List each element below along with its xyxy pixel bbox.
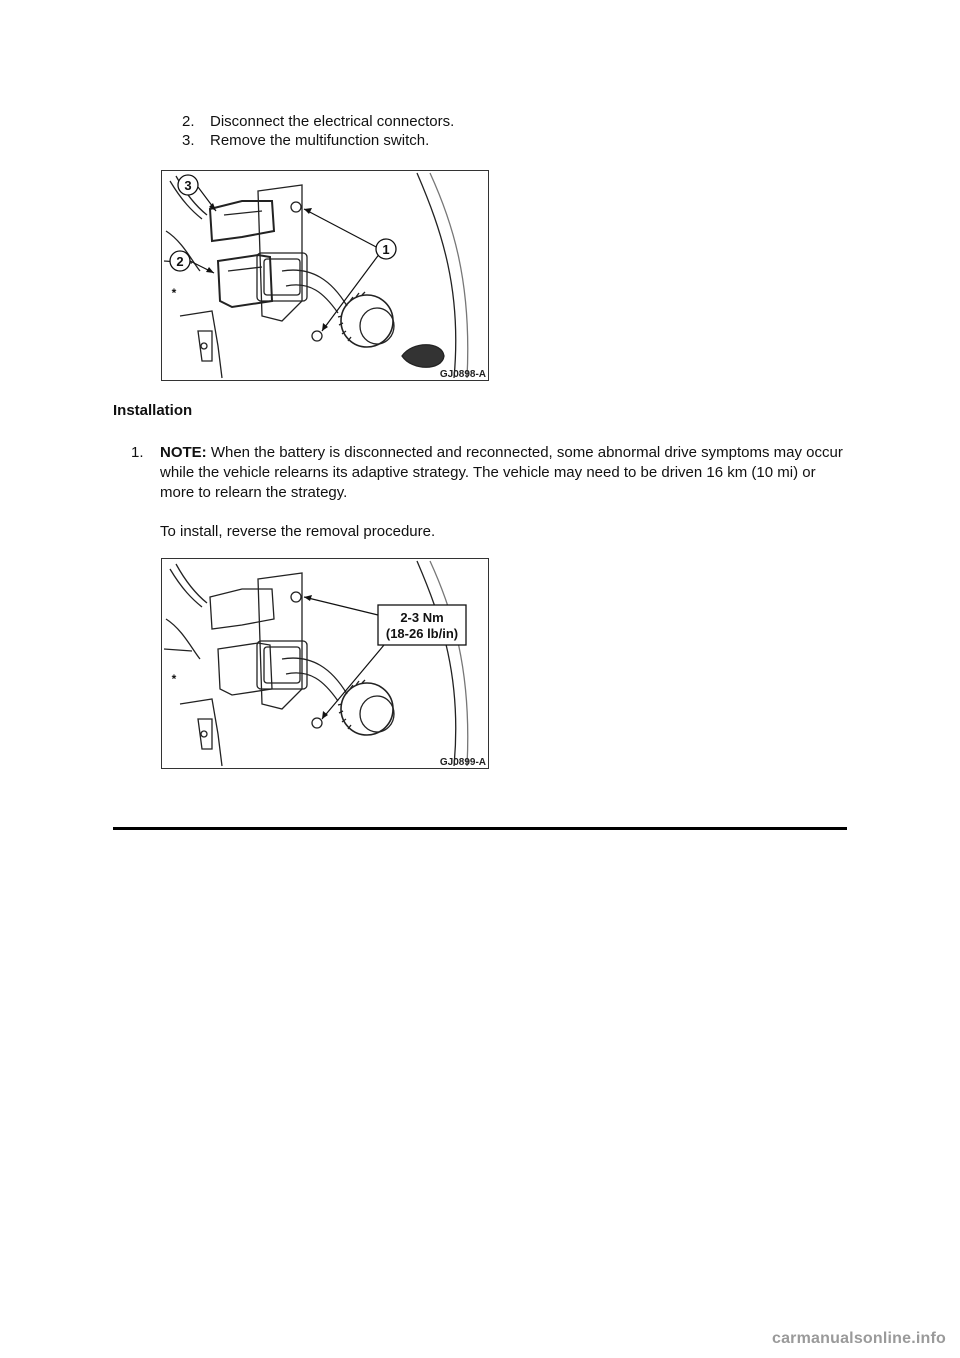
switch-install-illustration [162, 559, 488, 768]
torque-value-lbin: (18-26 lb/in) [385, 626, 459, 641]
step-number: 1. [131, 444, 144, 461]
step-text: Disconnect the electrical connectors. [210, 113, 455, 130]
step-number: 3. [182, 132, 195, 149]
step-text: Remove the multifunction switch. [210, 132, 430, 149]
note-label: NOTE: [160, 444, 207, 461]
watermark: carmanualsonline.info [771, 1330, 946, 1347]
section-divider [113, 827, 847, 830]
figure-id-label: GJ0898-A [439, 369, 486, 380]
switch-removal-illustration [162, 171, 488, 380]
figure-multifunction-switch-removal [161, 170, 489, 381]
removal-step [182, 131, 429, 150]
callout-3: 3 [184, 178, 192, 193]
torque-value-nm: 2-3 Nm [400, 610, 444, 625]
installation-instruction: To install, reverse the removal procedure. [160, 523, 436, 540]
callout-1: 1 [382, 242, 390, 257]
note-body: When the battery is disconnected and reconnected, some abnormal drive symptoms may occur while the vehicle relearns its adaptive strategy. The vehicle may need to be driven 16 km (10 mi) or more to relearn the strategy. [160, 444, 843, 501]
callout-2: 2 [176, 254, 184, 269]
step-number: 2. [182, 113, 195, 130]
figure-multifunction-switch-install [161, 558, 489, 769]
callout-asterisk: * [171, 286, 177, 300]
section-heading-installation: Installation [113, 402, 193, 419]
note-paragraph [160, 443, 850, 503]
callout-asterisk: * [171, 672, 177, 686]
removal-step [182, 112, 454, 131]
figure-id-label: GJ0899-A [439, 757, 486, 768]
